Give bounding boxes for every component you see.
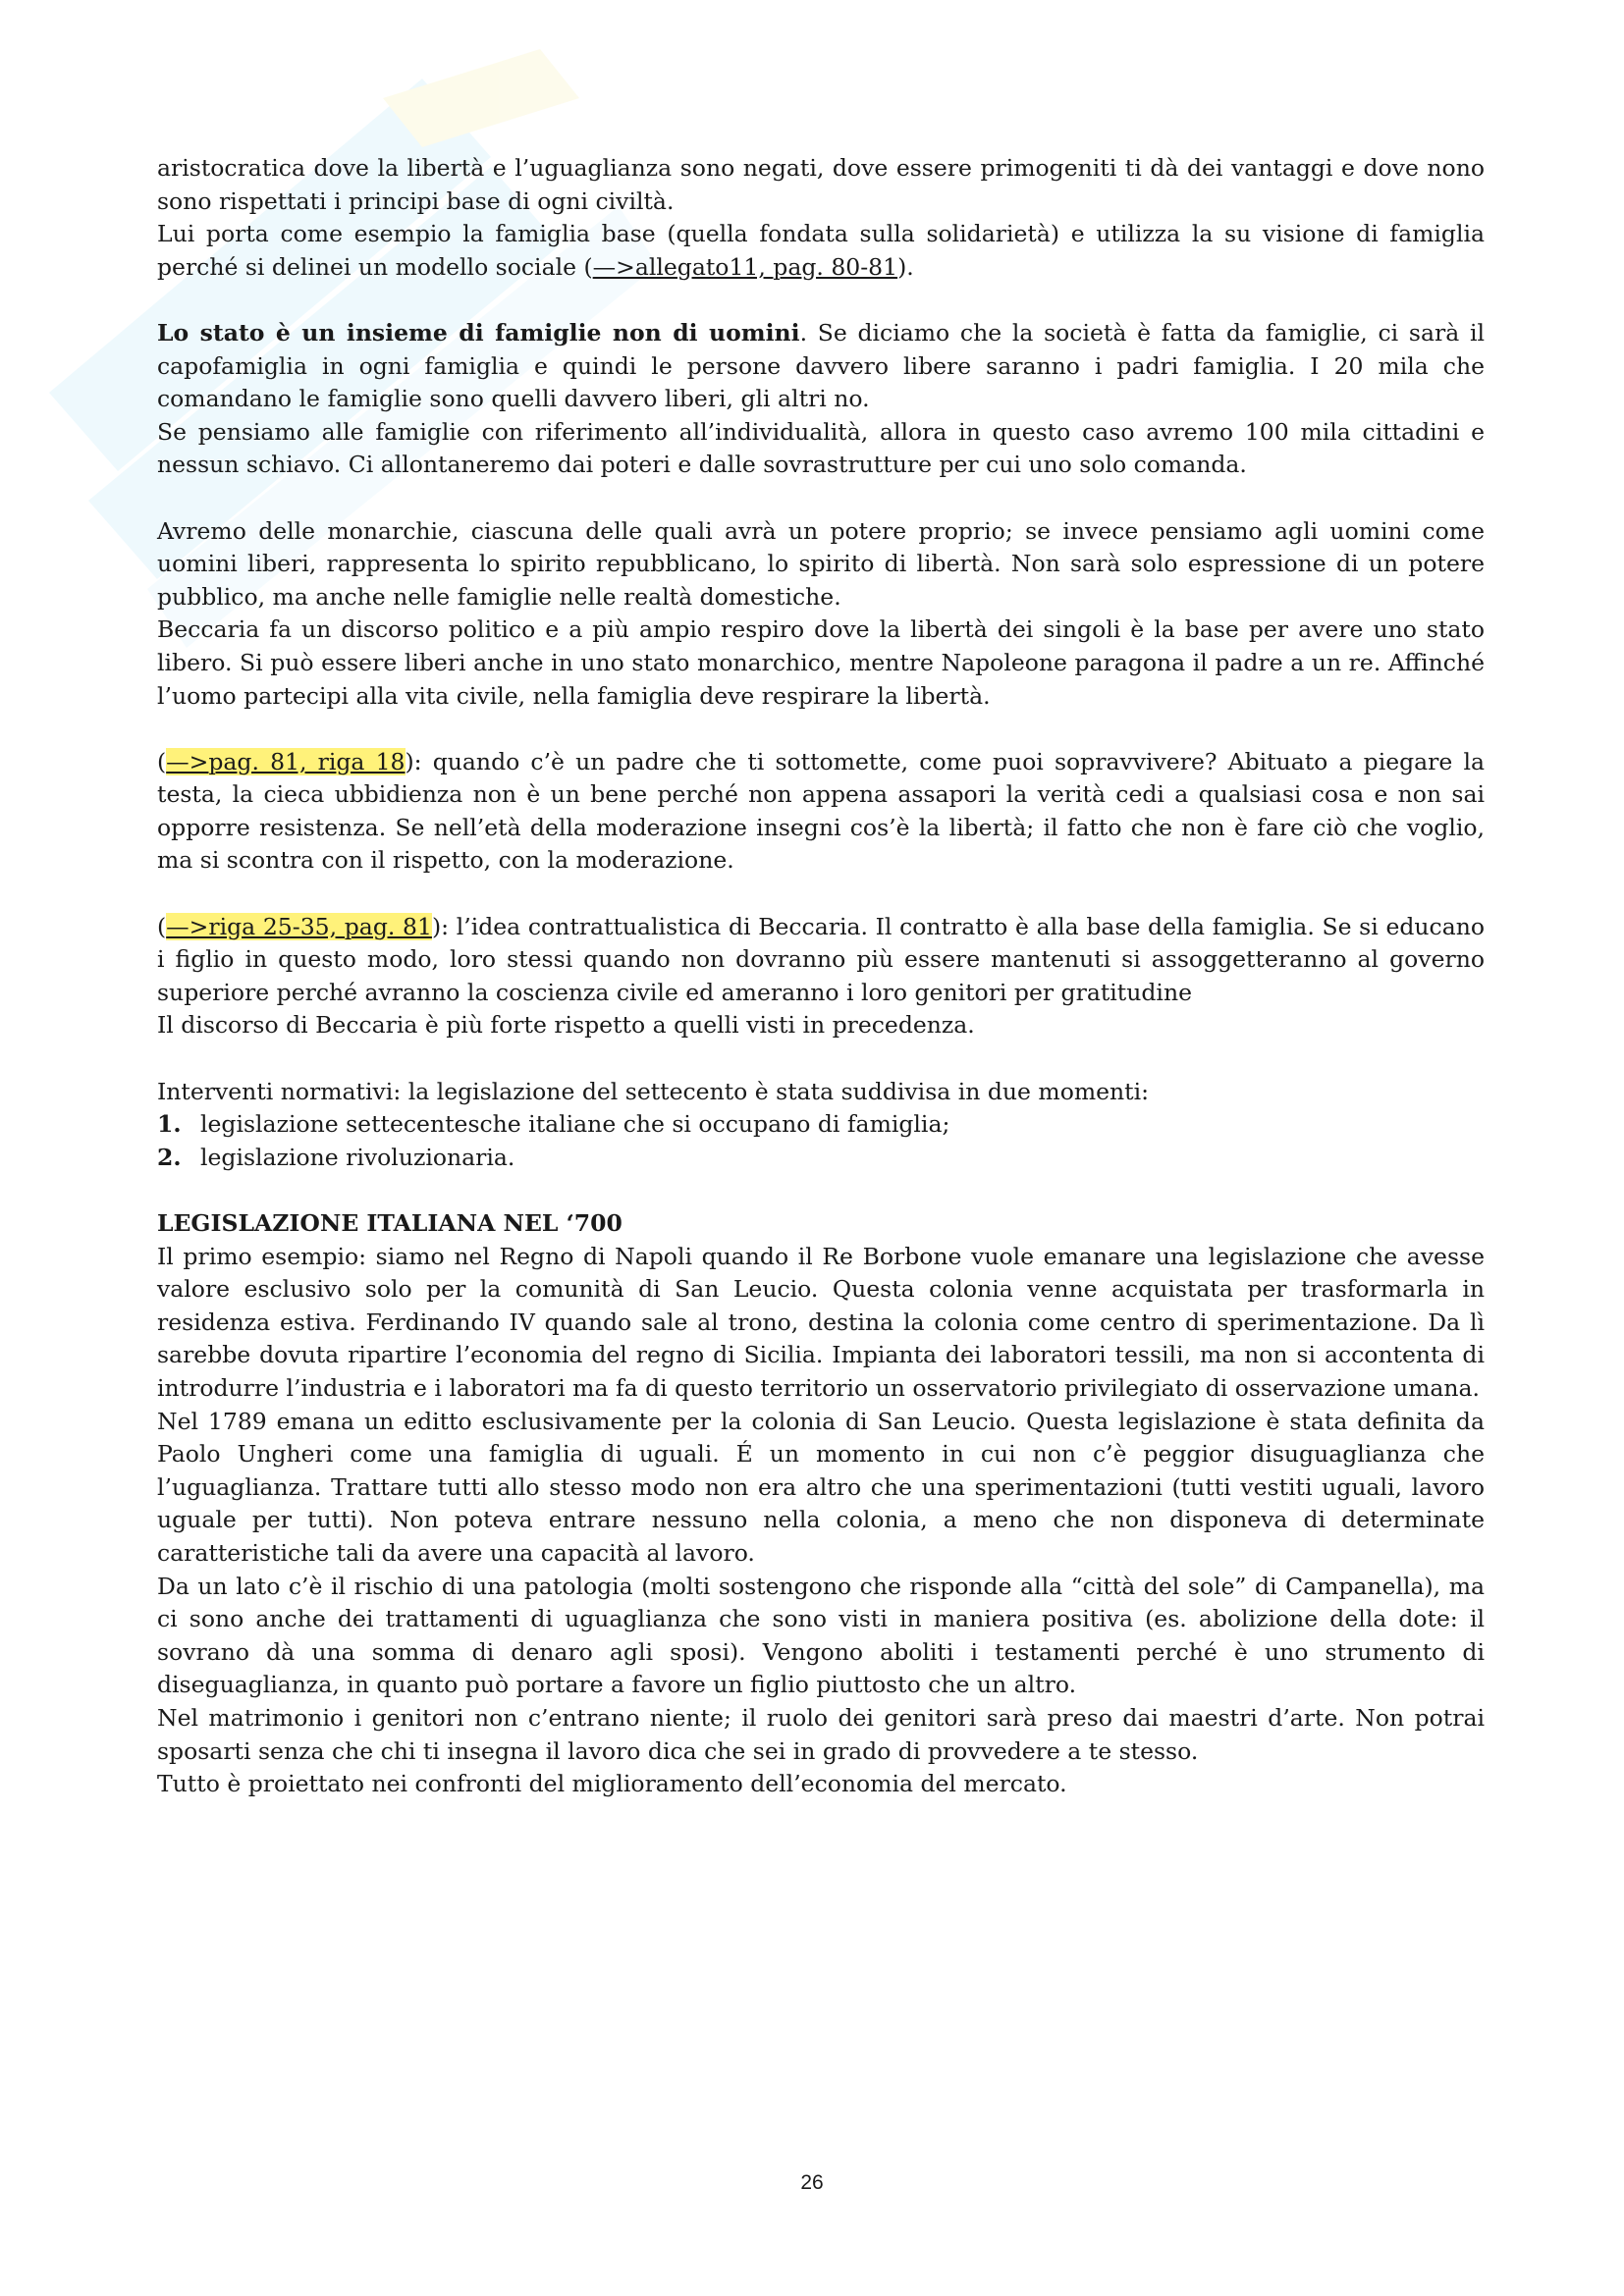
list-item-text: legislazione rivoluzionaria. [200,1143,515,1171]
document-page [157,152,1485,1801]
numbered-list [157,1108,1485,1174]
paragraph-8-start: ( [157,912,167,940]
riga-25-35-link[interactable]: —>riga 25-35, pag. 81 [166,912,432,940]
paragraph-3-bold: Lo stato è un insieme di famiglie non di uomini [157,318,800,347]
paragraph-3-text: . Se diciamo che la società è fatta da famiglie, ci sarà il capofamiglia in ogni famiglia e quindi le persone davvero libere saranno i padri famiglia. I 20 mila che comandano le famiglie sono quelli davvero liberi, gli altri no. [157,318,1485,413]
section-paragraph-5: Tutto è proiettato nei confronti del miglioramento dell’economia del mercato. [157,1770,1067,1798]
list-item [157,1142,1485,1175]
paragraph-2-end: ). [897,252,914,281]
page-number: 26 [800,2171,824,2194]
paragraph-8-text: ): l’idea contrattualistica di Beccaria. Il contratto è alla base della famiglia. Se si educano i figlio in questo modo, loro stessi quando non dovranno più essere mantenuti si assoggetteranno al governo superiore perché avranno la coscienza civile ed ameranno i loro genitori per gratitudine [157,912,1485,1006]
paragraph-5: Avremo delle monarchie, ciascuna delle quali avrà un potere proprio; se invece pensiamo agli uomini come uomini liberi, rappresenta lo spirito repubblicano, lo spirito di libertà. Non sarà solo espressione di un potere pubblico, ma anche nelle famiglie nelle realtà domestiche. [157,516,1485,611]
paragraph-2 [157,218,1485,284]
section-paragraph-2: Nel 1789 emana un editto esclusivamente per la colonia di San Leucio. Questa legislazione è stata definita da Paolo Ungheri come una famiglia di uguali. É un momento in cui non c’è peggior disuguaglianza che l’uguaglianza. Trattare tutti allo stesso modo non era altro che una sperimentazioni (tutti vestiti uguali, lavoro uguale per tutti). Non poteva entrare nessuno nella colonia, a meno che non disponeva di determinate caratteristiche tali da avere una capacità al lavoro. [157,1407,1485,1567]
paragraph-3 [157,317,1485,416]
section-heading: LEGISLAZIONE ITALIANA NEL ‘700 [157,1209,623,1237]
paragraph-1: aristocratica dove la libertà e l’uguaglianza sono negati, dove essere primogeniti ti dà dei vantaggi e dove nono sono rispettati i principi base di ogni civiltà. [157,154,1485,215]
paragraph-8 [157,911,1485,1010]
paragraph-7-text: ): quando c’è un padre che ti sottomette, come puoi sopravvivere? Abituato a piegare la testa, la cieca ubbidienza non è un bene perché non appena assapori la verità cedi a qualsiasi cosa e non sai opporre resistenza. Se nell’età della moderazione insegni cos’è la libertà; il fatto che non è fare ciò che voglio, ma si scontra con il rispetto, con la moderazione. [157,747,1486,875]
paragraph-4: Se pensiamo alle famiglie con riferimento all’individualità, allora in questo caso avremo 100 mila cittadini e nessun schiavo. Ci allontaneremo dai poteri e dalle sovrastrutture per cui uno solo comanda. [157,417,1485,479]
list-item-number: 1. [157,1110,182,1139]
section-paragraph-1: Il primo esempio: siamo nel Regno di Napoli quando il Re Borbone vuole emanare una legislazione che avesse valore esclusivo solo per la comunità di San Leucio. Questa colonia venne acquistata per trasformarla in residenza estiva. Ferdinando IV quando sale al trono, destina la colonia come centro di sperimentazione. Da lì sarebbe dovuta ripartire l’economia del regno di Sicilia. Impianta dei laboratori tessili, ma non si accontenta di introdurre l’industria e i laboratori ma fa di questo territorio un osservatorio privilegiato di osservazione umana. [157,1242,1485,1402]
section-paragraph-4: Nel matrimonio i genitori non c’entrano niente; il ruolo dei genitori sarà preso dai maestri d’arte. Non potrai sposarti senza che chi ti insegna il lavoro dica che sei in grado di provvedere a te stesso. [157,1703,1485,1765]
paragraph-7-start: ( [157,747,167,775]
list-item-number: 2. [157,1143,182,1171]
list-item [157,1108,1485,1142]
list-item-text: legislazione settecentesche italiane che si occupano di famiglia; [200,1110,950,1139]
paragraph-6: Beccaria fa un discorso politico e a più ampio respiro dove la libertà dei singoli è la base per avere uno stato libero. Si può essere liberi anche in uno stato monarchico, mentre Napoleone paragona il padre a un re. Affinché l’uomo partecipi alla vita civile, nella famiglia deve respirare la libertà. [157,615,1485,710]
paragraph-2-text: Lui porta come esempio la famiglia base (quella fondata sulla solidarietà) e utilizza la su visione di famiglia perché si delinei un modello sociale ( [157,220,1485,281]
paragraph-10: Interventi normativi: la legislazione del settecento è stata suddivisa in due momenti: [157,1077,1150,1105]
section-paragraph-3: Da un lato c’è il rischio di una patologia (molti sostengono che risponde alla “città del sole” di Campanella), ma ci sono anche dei trattamenti di uguaglianza che sono visti in maniera positiva (es. abolizione della dote: il sovrano dà una somma di denaro agli sposi). Vengono aboliti i testamenti perché è uno strumento di diseguaglianza, in quanto può portare a favore un figlio piuttosto che un altro. [157,1572,1485,1699]
pag-81-riga-18-link[interactable]: —>pag. 81, riga 18 [166,747,406,775]
paragraph-7 [157,746,1485,878]
allegato-link[interactable]: —>allegato11, pag. 80-81 [592,252,898,281]
paragraph-9: Il discorso di Beccaria è più forte rispetto a quelli visti in precedenza. [157,1011,975,1040]
